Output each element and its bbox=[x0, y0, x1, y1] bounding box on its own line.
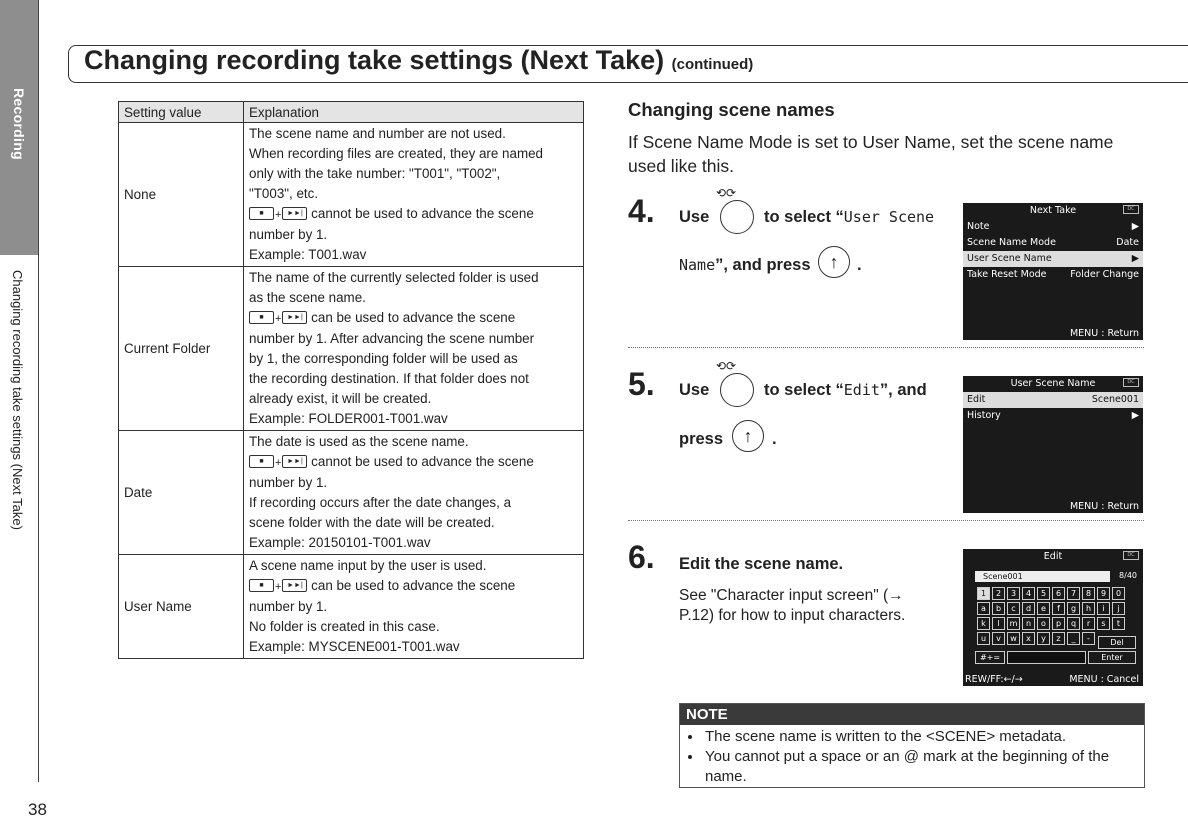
keyboard-key: u bbox=[977, 632, 990, 645]
note-box bbox=[679, 703, 1145, 788]
keyboard-key: a bbox=[977, 602, 990, 615]
table-header-row bbox=[119, 102, 584, 123]
step-number: 4. bbox=[628, 193, 655, 229]
section-intro: If Scene Name Mode is set to User Name, set the scene name used like this. bbox=[628, 132, 1114, 176]
screen-menu-item-selected: User Scene Name ▶ bbox=[963, 251, 1143, 267]
step-period: . bbox=[772, 430, 777, 448]
col-setting-value: Setting value bbox=[119, 102, 244, 123]
delete-key: Del bbox=[1098, 636, 1136, 649]
explanation-line: No folder is created in this case. bbox=[249, 618, 440, 634]
keyboard-key: i bbox=[1097, 602, 1110, 615]
step-instruction: to select “Edit”, and bbox=[764, 381, 927, 399]
step-divider bbox=[628, 520, 1144, 521]
explanation-line: already exist, it will be created. bbox=[249, 391, 432, 407]
battery-icon: DC bbox=[1123, 205, 1139, 214]
ff-key-icon: ►►| bbox=[282, 207, 307, 220]
screen-menu-item-selected: Edit Scene001 bbox=[963, 392, 1143, 408]
explanation-line: Example: 20150101-T001.wav bbox=[249, 535, 431, 551]
keyboard-key: j bbox=[1112, 602, 1125, 615]
dial-icon bbox=[720, 200, 754, 234]
step-use-label: Use bbox=[679, 381, 710, 399]
explanation-line: The scene name and number are not used. bbox=[249, 126, 506, 141]
keyboard-key: z bbox=[1052, 632, 1065, 645]
explanation-line: ■ + ►►| can be used to advance the scene bbox=[249, 308, 578, 329]
step-press-label: press bbox=[679, 430, 724, 448]
keyboard-key: m bbox=[1007, 617, 1020, 630]
step-period: . bbox=[857, 256, 862, 274]
screen-menu-item: Note ▶ bbox=[967, 221, 1139, 232]
keyboard-key: k bbox=[977, 617, 990, 630]
screen-footer: MENU : Return bbox=[1069, 501, 1139, 512]
ff-key-icon: ►►| bbox=[282, 311, 307, 324]
explanation-line: "T003", etc. bbox=[249, 186, 319, 202]
explanation bbox=[244, 123, 584, 267]
note-item: • You cannot put a space or an @ mark at the beginning of the name. bbox=[703, 747, 1144, 787]
screen-footer-left: REW/FF:←/→ bbox=[965, 674, 1023, 685]
keyboard-key: b bbox=[992, 602, 1005, 615]
step-divider bbox=[628, 347, 1144, 348]
explanation-line: Example: T001.wav bbox=[249, 246, 367, 262]
step-title: Edit the scene name. bbox=[679, 555, 844, 573]
keyboard-key: 4 bbox=[1022, 587, 1035, 600]
step-use-label: Use bbox=[679, 208, 710, 226]
keyboard-key: h bbox=[1082, 602, 1095, 615]
note-item: • The scene name is written to the <SCENE> metadata. bbox=[703, 727, 1144, 747]
keyboard-key: 9 bbox=[1097, 587, 1110, 600]
screen-next-take bbox=[963, 203, 1143, 340]
battery-icon: DC bbox=[1123, 551, 1139, 560]
setting-value: User Name bbox=[119, 555, 244, 659]
screen-title: Next Take DC bbox=[963, 203, 1143, 219]
settings-table bbox=[118, 101, 584, 659]
section-heading: Changing scene names bbox=[628, 99, 835, 120]
step-number: 5. bbox=[628, 366, 655, 402]
keyboard-key: r bbox=[1082, 617, 1095, 630]
explanation-line: When recording files are created, they are named bbox=[249, 146, 544, 162]
setting-value: Date bbox=[119, 431, 244, 555]
step-desc-line: See "Character input screen" (→ bbox=[679, 587, 904, 604]
keyboard-key: w bbox=[1007, 632, 1020, 645]
page-title bbox=[84, 45, 753, 76]
char-count: 8/40 bbox=[1119, 571, 1137, 580]
keyboard-key: c bbox=[1007, 602, 1020, 615]
screen-edit-keyboard bbox=[963, 549, 1143, 686]
battery-icon: DC bbox=[1123, 378, 1139, 387]
stop-key-icon: ■ bbox=[249, 579, 274, 592]
step-instruction: to select “User Scene bbox=[764, 208, 935, 226]
explanation bbox=[244, 267, 584, 431]
ff-key-icon: ►►| bbox=[282, 579, 307, 592]
rotate-arrows-icon: ⟲⟳ bbox=[716, 186, 737, 200]
col-explanation: Explanation bbox=[244, 102, 584, 123]
note-label: NOTE bbox=[680, 704, 1144, 725]
keyboard-key: 5 bbox=[1037, 587, 1050, 600]
explanation-line: by 1, the corresponding folder will be used as bbox=[249, 350, 518, 366]
table-row bbox=[119, 431, 584, 555]
stop-key-icon: ■ bbox=[249, 455, 274, 468]
explanation-line: The date is used as the scene name. bbox=[249, 434, 469, 450]
setting-value: None bbox=[119, 123, 244, 267]
stop-key-icon: ■ bbox=[249, 311, 274, 324]
explanation-line: scene folder with the date will be created. bbox=[249, 515, 495, 530]
screen-user-scene-name bbox=[963, 376, 1143, 513]
screen-footer: MENU : Cancel bbox=[1069, 674, 1139, 685]
keyboard-key: d bbox=[1022, 602, 1035, 615]
explanation-line: the recording destination. If that folder does not bbox=[249, 370, 529, 386]
keyboard-key: q bbox=[1067, 617, 1080, 630]
keyboard-key: v bbox=[992, 632, 1005, 645]
symbol-key: #+= bbox=[975, 651, 1005, 664]
screen-menu-item: Scene Name Mode Date bbox=[967, 237, 1139, 248]
ff-key-icon: ►►| bbox=[282, 455, 307, 468]
step-desc-line: P.12) for how to input characters. bbox=[679, 607, 906, 624]
explanation bbox=[244, 431, 584, 555]
keyboard-key: s bbox=[1097, 617, 1110, 630]
screen-menu-item: History ▶ bbox=[967, 410, 1139, 421]
keyboard-key: 1 bbox=[977, 587, 990, 600]
keyboard-key: g bbox=[1067, 602, 1080, 615]
explanation-line: The name of the currently selected folder is used bbox=[249, 270, 539, 286]
keyboard-key: t bbox=[1112, 617, 1125, 630]
setting-value: Current Folder bbox=[119, 267, 244, 431]
keyboard-key: e bbox=[1037, 602, 1050, 615]
continued-label: (continued) bbox=[671, 56, 754, 73]
explanation-line: Example: MYSCENE001-T001.wav bbox=[249, 638, 460, 654]
keyboard-key: 2 bbox=[992, 587, 1005, 600]
keyboard-key: 6 bbox=[1052, 587, 1065, 600]
explanation-line: Example: FOLDER001-T001.wav bbox=[249, 411, 448, 427]
keyboard-key: f bbox=[1052, 602, 1065, 615]
explanation-line: only with the take number: "T001", "T002", bbox=[249, 166, 501, 182]
keyboard-key: _ bbox=[1067, 632, 1080, 645]
keyboard-key: p bbox=[1052, 617, 1065, 630]
keyboard-key: 0 bbox=[1112, 587, 1125, 600]
section-tab-label: Recording bbox=[11, 88, 27, 160]
note-list bbox=[680, 727, 1144, 787]
explanation-line: ■ + ►►| cannot be used to advance the scene bbox=[249, 204, 578, 225]
press-dial-icon: ↑ bbox=[818, 246, 850, 278]
explanation-line: number by 1. bbox=[249, 598, 328, 614]
rotate-arrows-icon: ⟲⟳ bbox=[716, 359, 737, 373]
explanation-line: ■ + ►►| can be used to advance the scene bbox=[249, 576, 578, 597]
explanation-line: A scene name input by the user is used. bbox=[249, 558, 487, 574]
explanation-line: as the scene name. bbox=[249, 290, 366, 306]
press-dial-icon: ↑ bbox=[732, 420, 764, 452]
side-divider bbox=[38, 0, 39, 782]
explanation-line: number by 1. bbox=[249, 226, 328, 242]
page-number: 38 bbox=[28, 800, 47, 819]
side-subtitle: Changing recording take settings (Next Take) bbox=[10, 270, 25, 530]
keyboard-key: n bbox=[1022, 617, 1035, 630]
stop-key-icon: ■ bbox=[249, 207, 274, 220]
page-title-text: Changing recording take settings (Next Take) bbox=[84, 45, 665, 75]
explanation-line: If recording occurs after the date changes, a bbox=[249, 494, 512, 510]
screen-menu-item: Take Reset Mode Folder Change bbox=[967, 269, 1139, 280]
table-row bbox=[119, 123, 584, 267]
explanation-line: number by 1. After advancing the scene number bbox=[249, 330, 535, 346]
screen-title: Edit DC bbox=[963, 549, 1143, 565]
keyboard-key: 8 bbox=[1082, 587, 1095, 600]
keyboard-key: - bbox=[1082, 632, 1095, 645]
step-instruction-cont: Name”, and press bbox=[679, 256, 811, 274]
screen-footer: MENU : Return bbox=[1069, 328, 1139, 339]
explanation bbox=[244, 555, 584, 659]
scene-name-field: Scene001 bbox=[975, 571, 1110, 582]
keyboard-key: x bbox=[1022, 632, 1035, 645]
space-key bbox=[1007, 651, 1086, 664]
keyboard-key: o bbox=[1037, 617, 1050, 630]
keyboard-key: 3 bbox=[1007, 587, 1020, 600]
section-tab bbox=[0, 0, 38, 255]
keyboard-key: l bbox=[992, 617, 1005, 630]
dial-icon bbox=[720, 373, 754, 407]
keyboard-key: 7 bbox=[1067, 587, 1080, 600]
explanation-line: ■ + ►►| cannot be used to advance the scene bbox=[249, 452, 578, 473]
explanation-line: number by 1. bbox=[249, 474, 328, 490]
enter-key: Enter bbox=[1088, 651, 1136, 664]
screen-title: User Scene Name DC bbox=[963, 376, 1143, 392]
table-row bbox=[119, 267, 584, 431]
table-row bbox=[119, 555, 584, 659]
step-number: 6. bbox=[628, 539, 655, 575]
keyboard-key: y bbox=[1037, 632, 1050, 645]
